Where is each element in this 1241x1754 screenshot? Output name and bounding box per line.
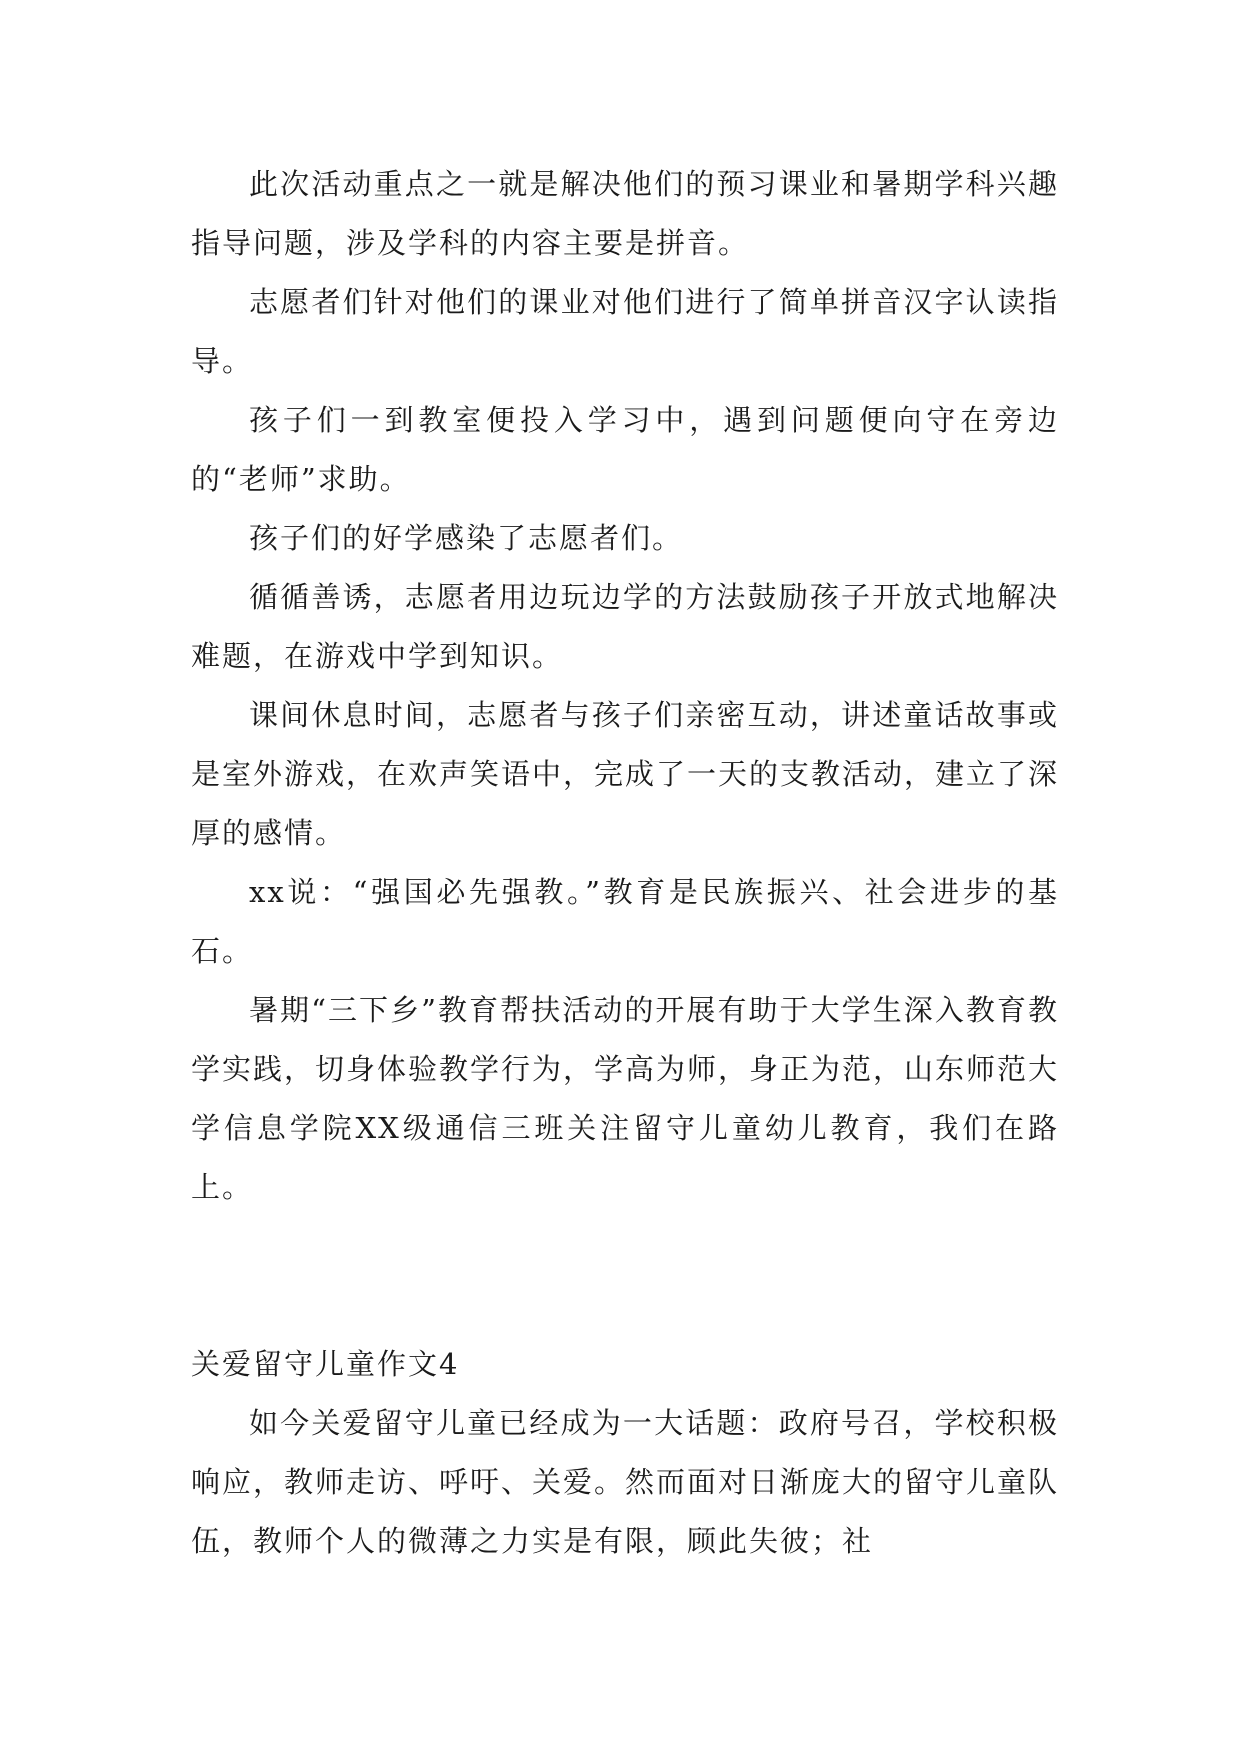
paragraph: xx说：“强国必先强教。”教育是民族振兴、社会进步的基石。 [191, 875, 1059, 968]
paragraph: 志愿者们针对他们的课业对他们进行了简单拼音汉字认读指导。 [191, 285, 1059, 378]
section-heading: 关爱留守儿童作文4 [191, 1347, 460, 1381]
document-body [191, 155, 1059, 1571]
paragraph: 此次活动重点之一就是解决他们的预习课业和暑期学科兴趣指导问题，涉及学科的内容主要是拼音。 [191, 167, 1059, 260]
paragraph: 孩子们一到教室便投入学习中，遇到问题便向守在旁边的“老师”求助。 [191, 403, 1059, 496]
paragraph: 暑期“三下乡”教育帮扶活动的开展有助于大学生深入教育教学实践，切身体验教学行为，学高为师，身正为范，山东师范大学信息学院XX级通信三班关注留守儿童幼儿教育，我们在路上。 [191, 993, 1060, 1204]
paragraph: 课间休息时间，志愿者与孩子们亲密互动，讲述童话故事或是室外游戏，在欢声笑语中，完成了一天的支教活动，建立了深厚的感情。 [191, 698, 1060, 850]
paragraph: 孩子们的好学感染了志愿者们。 [249, 521, 684, 555]
paragraph: 如今关爱留守儿童已经成为一大话题：政府号召，学校积极响应，教师走访、呼吁、关爱。然而面对日渐庞大的留守儿童队伍，教师个人的微薄之力实是有限，顾此失彼；社 [191, 1406, 1060, 1558]
paragraph: 循循善诱，志愿者用边玩边学的方法鼓励孩子开放式地解决难题，在游戏中学到知识。 [191, 580, 1059, 673]
